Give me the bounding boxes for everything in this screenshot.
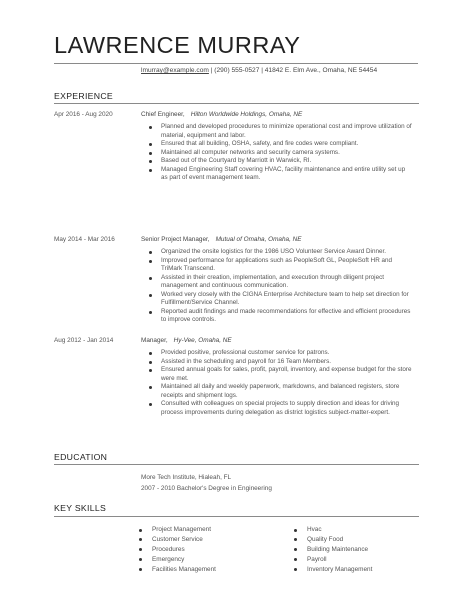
bullet-icon [149,369,152,372]
section-divider [54,103,419,104]
bullet-icon [139,558,142,561]
contact-details: | (290) 555-0527 | 41842 E. Elm Ave., Omaha, NE 54454 [208,67,378,74]
name-divider [54,63,418,64]
bullet-item: Managed Engineering Staff covering HVAC, facility maintenance and entire utility set up as part of event management team. [161,166,412,183]
bullet-icon [149,169,152,172]
bullet-icon [149,152,152,155]
bullet-item: Based out of the Courtyard by Marriott in Warwick, RI. [161,157,412,166]
section-divider [54,464,419,465]
job-bullets [161,349,412,417]
bullet-item: Ensured that all building, OSHA, safety, and fire codes were compliant. [161,140,412,149]
bullet-item: Organized the onsite logistics for the 1986 USO Volunteer Service Award Dinner. [161,248,412,257]
bullet-icon [149,143,152,146]
bullet-item: Consulted with colleagues on special projects to supply direction and ideas for driving process improvements during delegation as district logistics subject-matter-expert. [161,400,412,417]
candidate-name: LAWRENCE MURRAY [54,32,301,58]
bullet-icon [139,529,142,532]
skill-item: Inventory Management [307,565,372,575]
skill-item: Project Management [152,525,216,535]
bullet-icon [149,311,152,314]
education-degree: 2007 - 2010 Bachelor's Degree in Engineering [141,485,272,492]
job-dates: Apr 2016 - Aug 2020 [54,111,113,118]
skill-item: Hvac [307,525,372,535]
bullet-item: Worked very closely with the CIGNA Enterprise Architecture team to help set direction for Fulfillment/Service Channel. [161,291,412,308]
job-dates: May 2014 - Mar 2016 [54,236,115,243]
job-title-line [141,236,302,243]
skill-item: Quality Food [307,535,372,545]
job-employer: Hy-Vee, Omaha, NE [173,337,232,344]
bullet-icon [149,251,152,254]
job-bullets [161,248,412,325]
bullet-icon [149,260,152,263]
bullet-item: Provided positive, professional customer service for patrons. [161,349,412,358]
bullet-icon [149,294,152,297]
bullet-icon [149,386,152,389]
bullet-item: Reported audit findings and made recommendations for effective and efficient procedures to improve controls. [161,308,412,325]
bullet-icon [294,568,297,571]
skill-item: Emergency [152,555,216,565]
bullet-icon [294,548,297,551]
section-title-experience: EXPERIENCE [54,91,114,101]
bullet-item: Planned and developed procedures to minimize operational cost and improve utilization of material, equipment and labor. [161,123,412,140]
bullet-icon [294,558,297,561]
bullet-icon [294,538,297,541]
section-divider [54,516,419,517]
bullet-icon [139,568,142,571]
skill-item: Facilities Management [152,565,216,575]
bullet-item: Assisted in their creation, implementation, and execution through diligent project management and continuous communication. [161,274,412,291]
job-title: Senior Project Manager, [141,236,210,243]
email-link[interactable]: lmurray@example.com [141,67,209,74]
bullet-icon [149,277,152,280]
bullet-icon [149,352,152,355]
job-employer: Hilton Worldwide Holdings, Omaha, NE [190,111,303,118]
job-dates: Aug 2012 - Jan 2014 [54,337,114,344]
bullet-icon [139,538,142,541]
bullet-item: Maintained all daily and weekly paperwork, markdowns, and balanced registers, store receipts and shipment logs. [161,383,412,400]
bullet-icon [294,529,297,532]
skills-list-right [307,525,372,575]
skills-list-left [152,525,216,575]
bullet-item: Maintained all computer networks and security camera systems. [161,149,412,158]
skill-item: Payroll [307,555,372,565]
skill-item: Building Maintenance [307,545,372,555]
job-title: Manager, [141,337,168,344]
bullet-icon [149,361,152,364]
bullet-item: Ensured annual goals for sales, profit, payroll, inventory, and expense budget for the store were met. [161,366,412,383]
job-title-line [141,337,232,344]
section-title-education: EDUCATION [54,452,108,462]
job-title-line [141,111,302,118]
skill-item: Customer Service [152,535,216,545]
bullet-icon [139,548,142,551]
education-school: More Tech Institute, Hialeah, FL [141,474,232,481]
job-employer: Mutual of Omaha, Omaha, NE [215,236,302,243]
contact-line [141,67,377,74]
bullet-item: Improved performance for applications such as PeopleSoft GL, PeopleSoft HR and TriMark Transcend. [161,257,412,274]
job-title: Chief Engineer, [141,111,185,118]
bullet-icon [149,403,152,406]
skill-item: Procedures [152,545,216,555]
bullet-icon [149,160,152,163]
bullet-icon [149,126,152,129]
job-bullets [161,123,412,183]
bullet-item: Assisted in the scheduling and payroll for 16 Team Members. [161,358,412,367]
section-title-skills: KEY SKILLS [54,503,107,513]
